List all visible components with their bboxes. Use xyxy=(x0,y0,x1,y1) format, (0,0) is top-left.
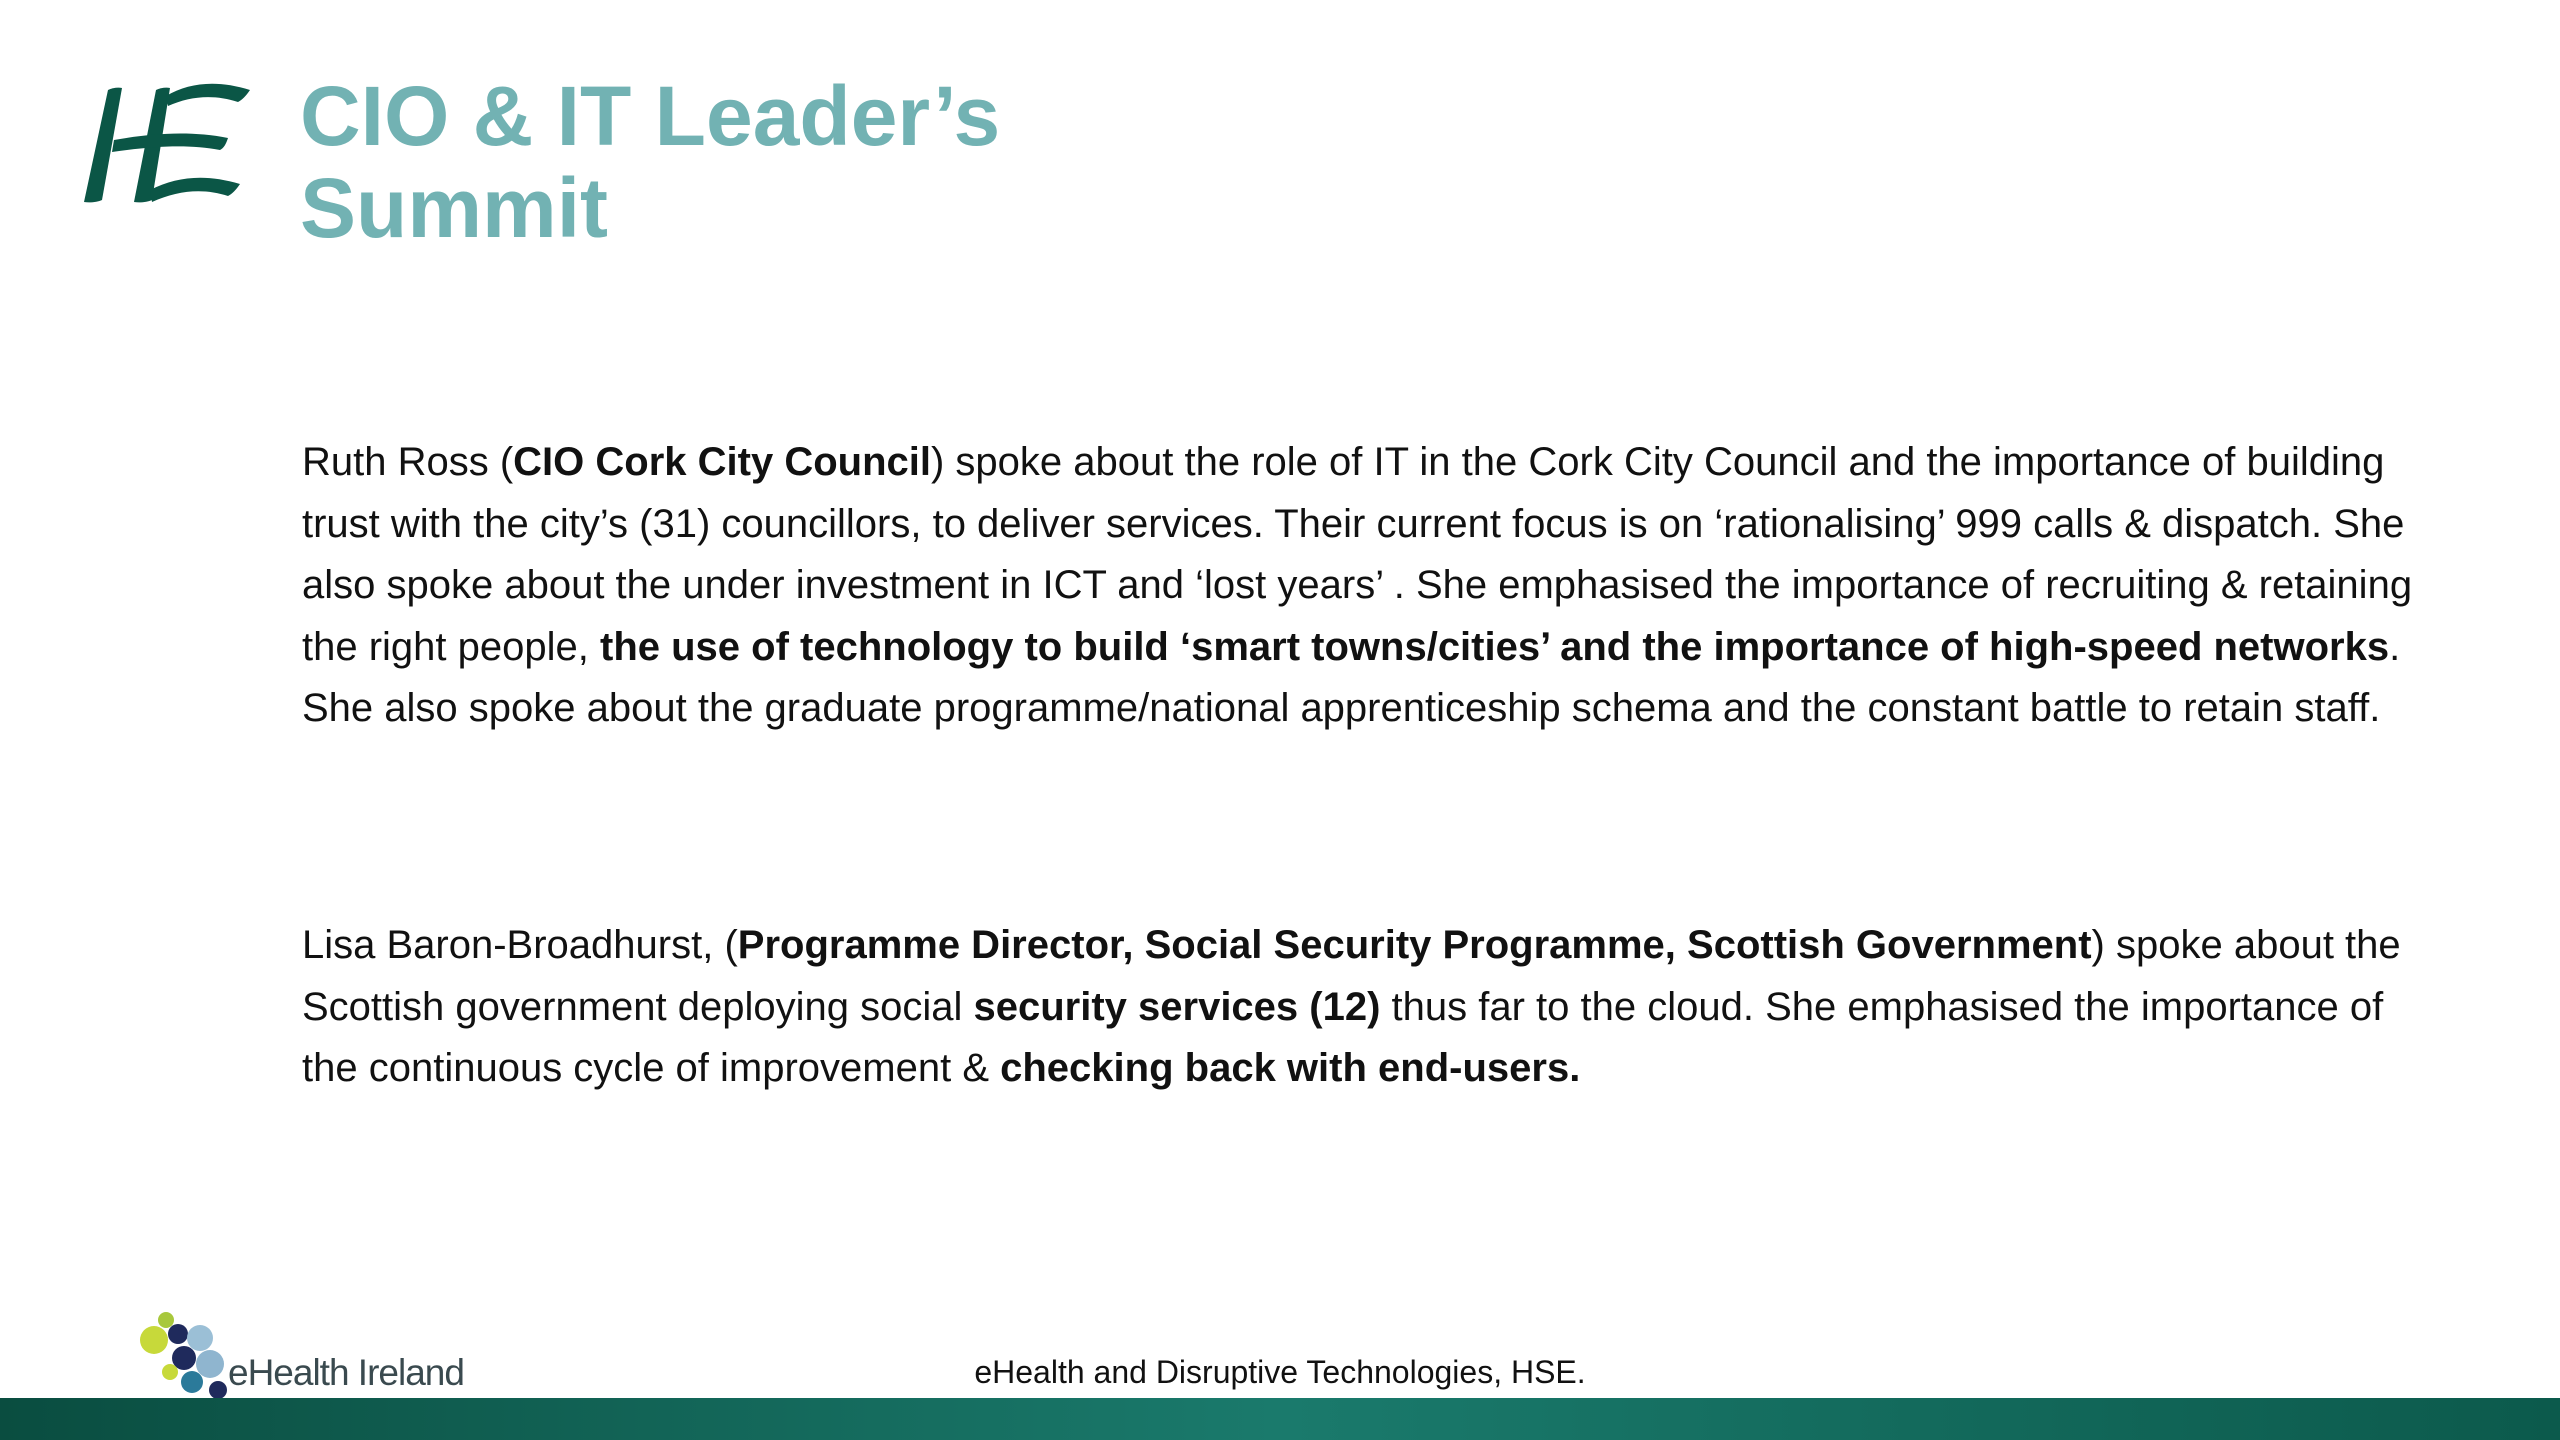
footer-bar xyxy=(0,1398,2560,1440)
footer-caption: eHealth and Disruptive Technologies, HSE. xyxy=(974,1354,1586,1390)
title-line-2: Summit xyxy=(300,161,609,255)
ehealth-logo-text: eHealth Ireland xyxy=(228,1352,464,1393)
title-line-1: CIO & IT Leader’s xyxy=(300,69,1001,163)
p2-text-2: ) spoke about the Scottish government deploying social xyxy=(302,923,2401,1029)
p2-bold-services: security services (12) xyxy=(973,984,1381,1029)
paragraph-lisa-baron-broadhurst xyxy=(302,915,2432,1100)
p2-text-1: Lisa Baron-Broadhurst, ( xyxy=(302,923,738,967)
p2-text-3: thus far to the cloud. She emphasised the importance of the continuous cycle of improvement & xyxy=(302,984,2384,1090)
paragraph-ruth-ross xyxy=(302,432,2432,740)
p1-bold-role: CIO Cork City Council xyxy=(513,440,931,484)
hse-logo-icon xyxy=(78,72,258,222)
p2-bold-role: Programme Director, Social Security Programme, Scottish Government xyxy=(737,923,2092,967)
p1-bold-highlight: the use of technology to build ‘smart towns/cities’ and the importance of high-speed networks xyxy=(600,624,2390,669)
p2-bold-end-users: checking back with end-users. xyxy=(1000,1046,1581,1090)
p1-text-3: . She also spoke about the graduate programme/national apprenticeship schema and the constant battle to retain staff. xyxy=(302,624,2401,730)
p1-text-1: Ruth Ross ( xyxy=(302,440,514,484)
slide-title xyxy=(300,70,1700,254)
p1-text-2: ) spoke about the role of IT in the Cork City Council and the importance of building trust with the city’s (31) councillors, to deliver services. Their current focus is on ‘rationalising’ 999 calls & dispatch. She also spoke about the under investment in ICT and ‘lost years’ . She emphasised the importance of recruiting & retaining the right people, xyxy=(302,440,2413,669)
